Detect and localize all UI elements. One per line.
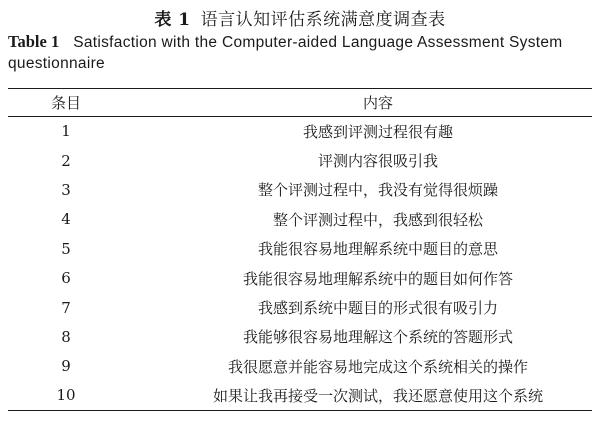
table-label-chinese: 表 1 [154,10,191,30]
table-row [8,352,592,381]
item-number: 7 [61,298,71,317]
item-number: 4 [61,210,71,229]
item-number: 8 [61,327,71,346]
item-content: 我感到系统中题目的形式很有吸引力 [257,299,498,318]
table-row [8,175,592,204]
table-row [8,263,592,292]
item-number: 3 [61,180,71,199]
table-caption-english [8,31,592,74]
table-row [8,117,592,146]
table-row [8,146,592,175]
item-number: 6 [61,269,71,288]
questionnaire-table [8,88,592,411]
header-content: 内容 [124,89,592,117]
item-content: 我能很容易地理解系统中的题目如何作答 [242,269,513,288]
item-content: 整个评测过程中，我没有觉得很烦躁 [257,181,498,200]
table-label-english: Table 1 [8,32,60,51]
item-number: 2 [61,151,71,170]
item-content: 评测内容很吸引我 [317,152,438,171]
table-title-chinese: 语言认知评估系统满意度调查表 [200,10,446,30]
item-number: 1 [61,122,71,141]
table-title-english: Satisfaction with the Computer-aided Language Assessment System questionnaire [8,34,563,72]
table-row [8,205,592,234]
table-row [8,293,592,322]
item-content: 我很愿意并能容易地完成这个系统相关的操作 [227,357,528,376]
item-content: 我感到评测过程很有趣 [302,122,453,141]
item-number: 5 [61,239,71,258]
item-number: 9 [61,357,71,376]
table-caption-chinese [8,0,592,31]
item-content: 我能很容易地理解系统中题目的意思 [257,240,498,259]
table-row [8,322,592,351]
item-content: 如果让我再接受一次测试，我还愿意使用这个系统 [124,381,592,410]
item-number: 10 [8,381,124,410]
header-item-number: 条目 [8,89,124,117]
table-row [8,381,592,410]
table-body [8,117,592,411]
item-content: 整个评测过程中，我感到很轻松 [272,210,483,229]
table-row [8,234,592,263]
table-header-row [8,89,592,117]
item-content: 我能够很容易地理解这个系统的答题形式 [242,328,513,347]
